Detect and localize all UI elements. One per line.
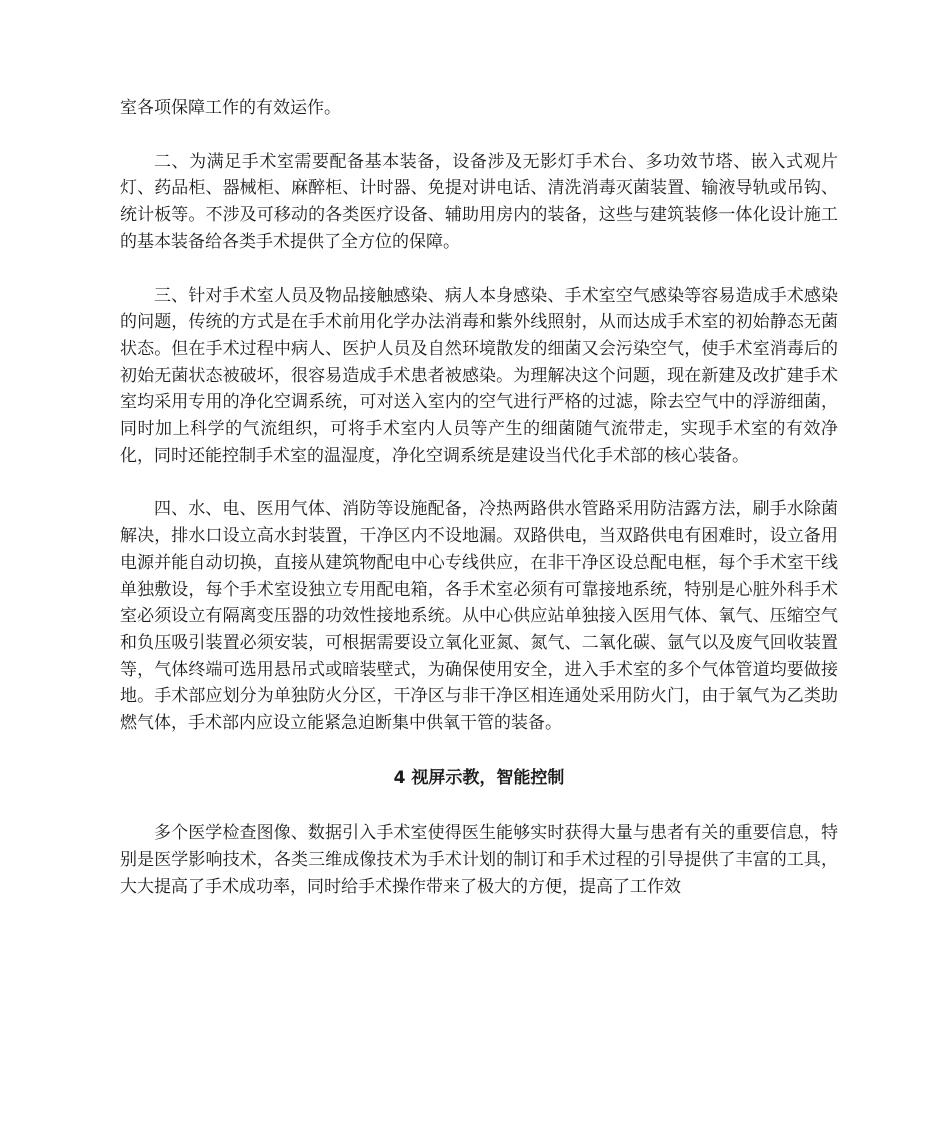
paragraph-facilities: 四、水、电、医用气体、消防等设施配备，冷热两路供水管路采用防洁露方法，刷手水除菌解决，排水口设立高水封装置，干净区内不设地漏。双路供电，当双路供电有困难时，设立备用电源并能自动切换，直接从建筑物配电中心专线供应，在非干净区设总配电框，每个手术室干线单独敷设，每个手术室设独立专用配电箱，各手术室必须有可靠接地系统，特别是心脏外科手术室必须设立有隔离变压器的功效性接地系统。从中心供应站单独接入医用气体、氧气、压缩空气和负压吸引装置必须安装，可根据需要设立氧化亚氮、氮气、二氧化碳、氩气以及废气回收装置等，气体终端可选用悬吊式或暗装壁式，为确保使用安全，进入手术室的多个气体管道均要做接地。手术部应划分为单独防火分区，干净区与非干净区相连通处采用防火门，由于氧气为乙类助燃气体，手术部内应设立能紧急迫断集中供氧干管的装备。 xyxy=(120,499,838,734)
paragraph-continuation: 室各项保障工作的有效运作。 xyxy=(120,98,341,118)
document-body xyxy=(120,95,838,901)
paragraph-equipment: 二、为满足手术室需要配备基本装备，设备涉及无影灯手术台、多功效节塔、嵌入式观片灯、药品柜、器械柜、麻醉柜、计时器、免提对讲电话、清洗消毒灭菌装置、输液导轨或吊钩、统计板等。不涉及可移动的各类医疗设备、辅助用房内的装备，这些与建筑装修一体化设计施工的基本装备给各类手术提供了全方位的保障。 xyxy=(120,151,838,252)
section-heading: 4 视屏示教，智能控制 xyxy=(393,767,565,788)
paragraph-purification: 三、针对手术室人员及物品接触感染、病人本身感染、手术室空气感染等容易造成手术感染的问题，传统的方式是在手术前用化学办法消毒和紫外线照射，从而达成手术室的初始静态无菌状态。但在手术过程中病人、医护人员及自然环境散发的细菌又会污染空气，使手术室消毒后的初始无菌状态被破坏，很容易造成手术患者被感染。为理解决这个问题，现在新建及改扩建手术室均采用专用的净化空调系统，可对送入室内的空气进行严格的过滤，除去空气中的浮游细菌，同时加上科学的气流组织，可将手术室内人员等产生的细菌随气流带走，实现手术室的有效净化，同时还能控制手术室的温湿度，净化空调系统是建设当代化手术部的核心装备。 xyxy=(120,285,838,466)
paragraph-video-teaching: 多个医学检查图像、数据引入手术室使得医生能够实时获得大量与患者有关的重要信息，特别是医学影响技术，各类三维成像技术为手术计划的制订和手术过程的引导提供了丰富的工具，大大提高了手术成功率，同时给手术操作带来了极大的方便，提高了工作效 xyxy=(120,823,838,897)
